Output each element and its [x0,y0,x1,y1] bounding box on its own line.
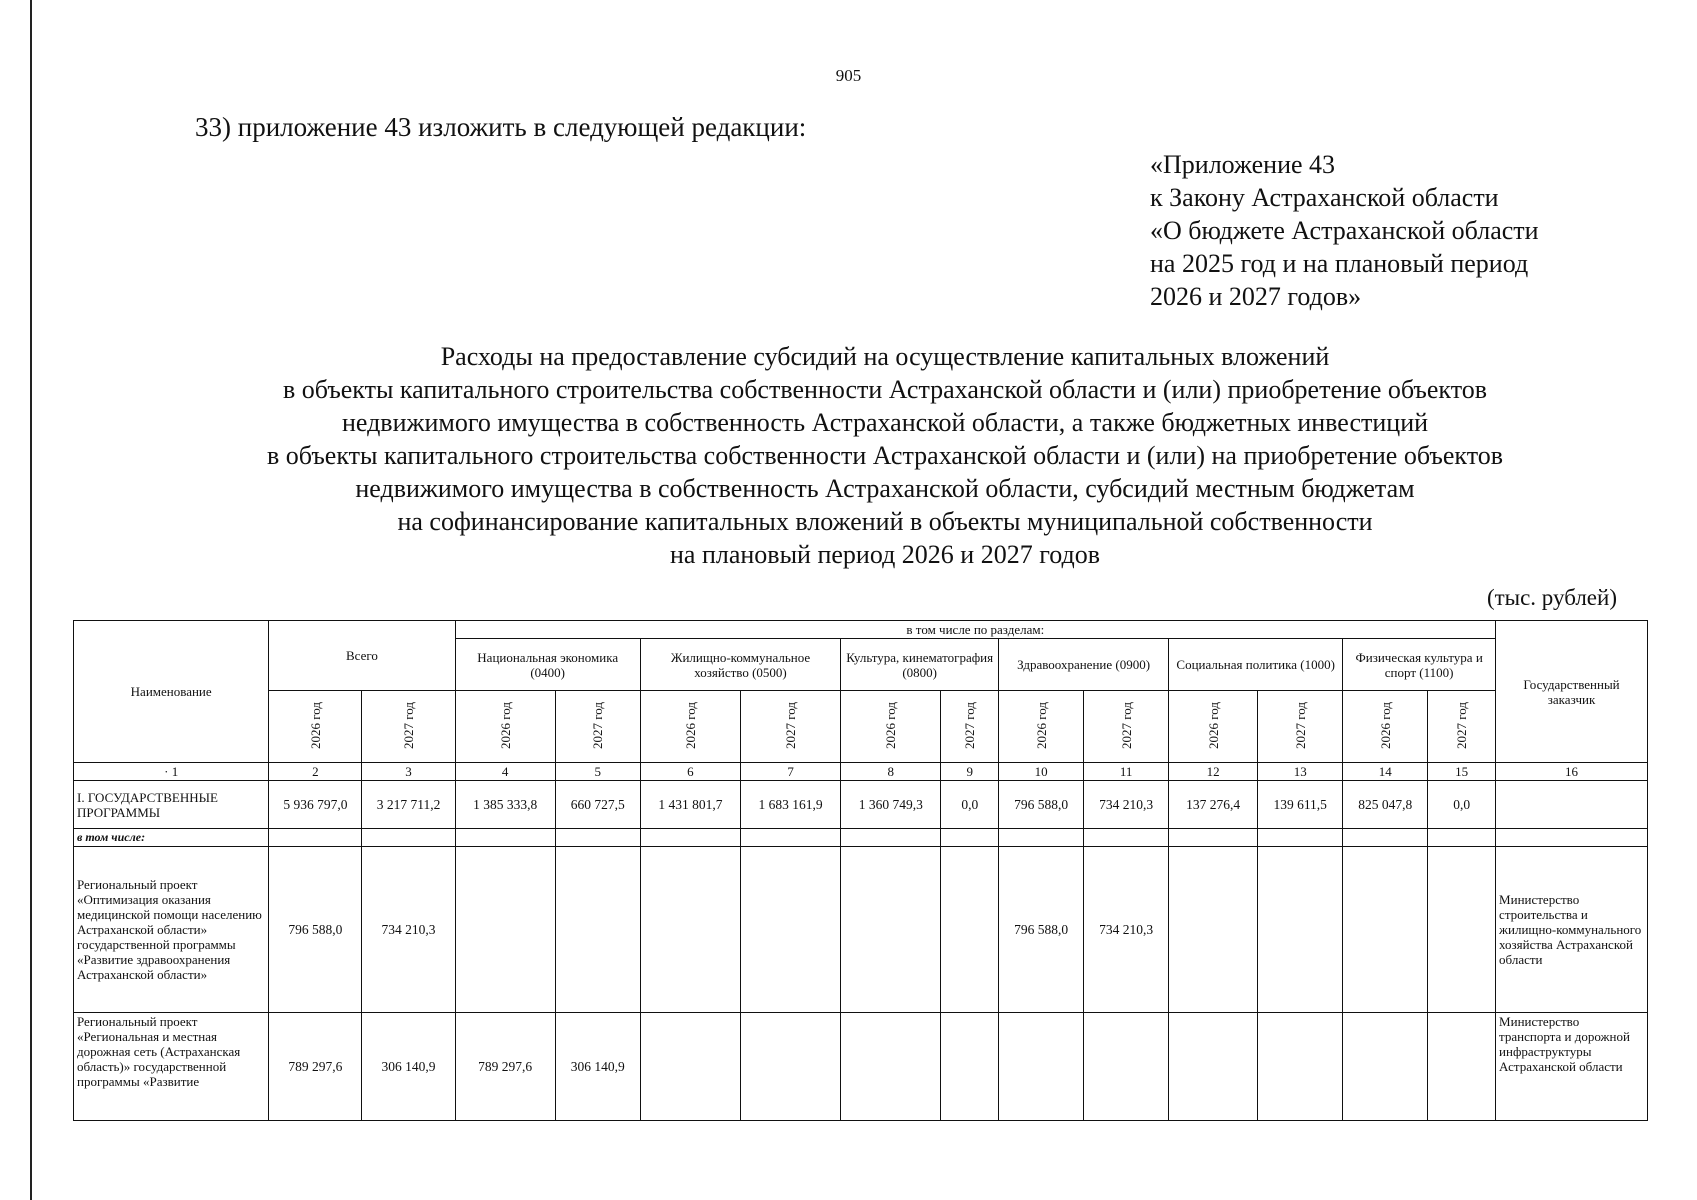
year-header: 2026 год [1169,691,1258,763]
col-number: 10 [999,763,1084,781]
cell-value: 825 047,8 [1343,781,1428,829]
cell-value [1169,829,1258,847]
cell-value: 5 936 797,0 [269,781,362,829]
col-number: 2 [269,763,362,781]
cell-value: 1 385 333,8 [455,781,555,829]
row-customer: Министерство транспорта и дорожной инфраструктуры Астраханской области [1496,1013,1648,1121]
cell-value: 306 140,9 [362,1013,455,1121]
document-title [160,340,1610,571]
cell-value: 734 210,3 [1084,847,1169,1013]
page-number: 905 [835,66,862,85]
col-number: 13 [1258,763,1343,781]
header-section-0900: Здравоохранение (0900) [999,639,1169,691]
cell-value [941,1013,999,1121]
cell-value [941,829,999,847]
year-header-row [74,691,1648,763]
cell-value [640,847,740,1013]
title-line: на плановый период 2026 и 2027 годов [670,540,1100,569]
cell-value: 306 140,9 [555,1013,640,1121]
header-section-0800: Культура, кинематография (0800) [841,639,999,691]
cell-value [1343,1013,1428,1121]
table-row [74,1013,1648,1121]
cell-value [1084,1013,1169,1121]
cell-value [640,1013,740,1121]
col-number: 16 [1496,763,1648,781]
cell-value [1169,1013,1258,1121]
cell-value: 734 210,3 [1084,781,1169,829]
appendix-line: «О бюджете Астраханской области [1150,216,1539,245]
col-number: 9 [941,763,999,781]
row-name: в том числе: [74,829,269,847]
header-section-1000: Социальная политика (1000) [1169,639,1343,691]
cell-value [1258,1013,1343,1121]
cell-value: 796 588,0 [999,781,1084,829]
row-customer [1496,781,1648,829]
cell-value [1084,829,1169,847]
header-section-0400: Национальная экономика (0400) [455,639,640,691]
cell-value: 1 360 749,3 [841,781,941,829]
cell-value: 660 727,5 [555,781,640,829]
amendment-text: 33) приложение 43 изложить в следующей редакции: [195,112,807,142]
table-row [74,847,1648,1013]
appendix-line: 2026 и 2027 годов» [1150,282,1362,311]
title-line: в объекты капитального строительства собственности Астраханской области и (или) приобретение объектов [282,375,1488,404]
appendix-header [1150,148,1539,313]
title-line: недвижимого имущества в собственность Астраханской области, а также бюджетных инвестиций [341,408,1429,437]
title-line: на софинансирование капитальных вложений в объекты муниципальной собственности [397,507,1373,536]
cell-value [362,829,455,847]
col-number: 8 [841,763,941,781]
title-line: в объекты капитального строительства собственности Астраханской области и (или) на приобретение объектов [267,441,1503,470]
row-customer: Министерство строительства и жилищно-коммунального хозяйства Астраханской области [1496,847,1648,1013]
appendix-line: «Приложение 43 [1150,150,1336,179]
cell-value [1258,847,1343,1013]
cell-value [741,829,841,847]
col-number: 11 [1084,763,1169,781]
cell-value [741,847,841,1013]
left-margin-line [30,0,32,1200]
year-header: 2026 год [269,691,362,763]
header-section-0500: Жилищно-коммунальное хозяйство (0500) [640,639,840,691]
col-number: 12 [1169,763,1258,781]
year-header: 2027 год [362,691,455,763]
header-name: Наименование [74,621,269,763]
year-header: 2027 год [1258,691,1343,763]
cell-value [841,829,941,847]
cell-value: 0,0 [941,781,999,829]
table-row [74,781,1648,829]
cell-value [941,847,999,1013]
header-sections-label: в том числе по разделам: [455,621,1495,639]
cell-value [455,829,555,847]
col-number: 3 [362,763,455,781]
year-header: 2027 год [1084,691,1169,763]
col-number: 15 [1428,763,1496,781]
cell-value [1428,829,1496,847]
cell-value [555,847,640,1013]
year-header: 2026 год [999,691,1084,763]
cell-value: 796 588,0 [269,847,362,1013]
title-line: Расходы на предоставление субсидий на осуществление капитальных вложений [440,342,1330,371]
header-customer: Государственный заказчик [1496,621,1648,763]
year-header: 2027 год [941,691,999,763]
col-number: 6 [640,763,740,781]
cell-value: 789 297,6 [455,1013,555,1121]
cell-value: 139 611,5 [1258,781,1343,829]
column-number-row [74,763,1648,781]
year-header: 2026 год [841,691,941,763]
cell-value [640,829,740,847]
cell-value [841,847,941,1013]
unit-label: (тыс. рублей) [1486,585,1617,610]
cell-value [1343,829,1428,847]
cell-value [455,847,555,1013]
year-header: 2026 год [640,691,740,763]
col-number: 7 [741,763,841,781]
cell-value: 3 217 711,2 [362,781,455,829]
cell-value: 796 588,0 [999,847,1084,1013]
cell-value: 734 210,3 [362,847,455,1013]
cell-value [999,1013,1084,1121]
cell-value [1169,847,1258,1013]
year-header: 2026 год [1343,691,1428,763]
cell-value: 789 297,6 [269,1013,362,1121]
cell-value [999,829,1084,847]
row-name: Региональный проект «Оптимизация оказания медицинской помощи населению Астраханской области» государственной программы «Развитие здравоохранения Астраханской области» [74,847,269,1013]
cell-value: 1 683 161,9 [741,781,841,829]
appendix-line: к Закону Астраханской области [1150,183,1499,212]
table-row [74,829,1648,847]
col-number: 4 [455,763,555,781]
cell-value [1258,829,1343,847]
header-section-1100: Физическая культура и спорт (1100) [1343,639,1496,691]
title-line: недвижимого имущества в собственность Астраханской области, субсидий местным бюджетам [355,474,1415,503]
cell-value: 137 276,4 [1169,781,1258,829]
cell-value [269,829,362,847]
cell-value [1428,1013,1496,1121]
cell-value [1343,847,1428,1013]
year-header: 2027 год [555,691,640,763]
row-name: Региональный проект «Региональная и местная дорожная сеть (Астраханская область)» государственной программы «Развитие [74,1013,269,1121]
col-number: · 1 [74,763,269,781]
year-header: 2026 год [455,691,555,763]
header-total: Всего [269,621,455,691]
cell-value [1428,847,1496,1013]
cell-value [841,1013,941,1121]
cell-value [741,1013,841,1121]
col-number: 14 [1343,763,1428,781]
year-header: 2027 год [741,691,841,763]
cell-value: 1 431 801,7 [640,781,740,829]
expenses-table [73,620,1648,1121]
cell-value [555,829,640,847]
row-customer [1496,829,1648,847]
row-name: I. ГОСУДАРСТВЕННЫЕ ПРОГРАММЫ [74,781,269,829]
cell-value: 0,0 [1428,781,1496,829]
year-header: 2027 год [1428,691,1496,763]
col-number: 5 [555,763,640,781]
appendix-line: на 2025 год и на плановый период [1150,249,1529,278]
